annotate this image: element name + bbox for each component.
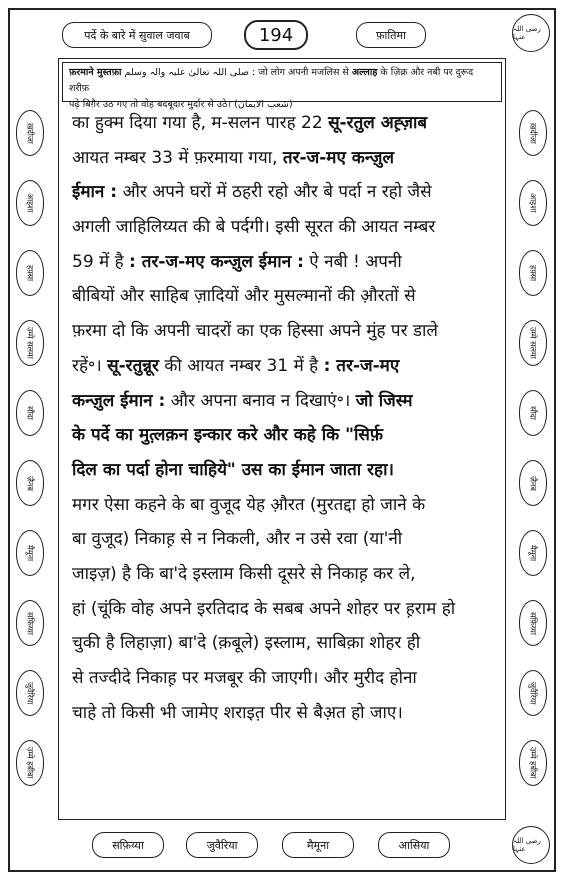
text-line bbox=[72, 349, 496, 384]
bold-segment: : तर-ज-मए कन्ज़ुल ईमान : bbox=[129, 251, 304, 272]
line-content bbox=[72, 106, 427, 141]
text-segment: की आयत नम्बर 31 में है bbox=[158, 355, 324, 376]
left-margin-badge: हफ़्सा bbox=[16, 250, 44, 296]
notice-text-3: पढ़े बिग़ैर उठ गए तो वोह बदबूदार मुर्दार से उठे। bbox=[69, 99, 232, 110]
notice-label: फ़रमाने मुस्तफ़ा bbox=[69, 67, 122, 78]
bold-segment: तर-ज-मए कन्ज़ुल bbox=[282, 147, 395, 168]
text-line bbox=[72, 418, 496, 453]
line-content bbox=[72, 349, 399, 384]
right-margin-badge: मैमूना bbox=[519, 530, 547, 576]
right-margin-badge: उम्मे हबीबा bbox=[519, 740, 547, 786]
bold-segment: कन्ज़ुल ईमान : bbox=[72, 390, 166, 411]
left-margin-badge: उम्मे सलमा bbox=[16, 320, 44, 366]
bold-segment: : तर-ज-मए bbox=[323, 355, 400, 376]
text-segment: और अपने घरों में ठहरी रहो और बे पर्दा न रहो जैसे bbox=[117, 182, 432, 203]
bold-segment: सू-रतुल अह़्ज़ाब bbox=[328, 113, 428, 133]
text-line bbox=[72, 626, 496, 661]
line-content bbox=[72, 314, 438, 349]
line-content bbox=[72, 488, 425, 523]
right-margin-badge: जुवैरिया bbox=[519, 670, 547, 716]
line-content bbox=[72, 522, 402, 557]
text-segment: बीबियों और साहिब ज़ादियों और मुसल्मानों की औ़रतों से bbox=[72, 286, 416, 307]
notice-source: (شعب الایمان) bbox=[234, 99, 293, 110]
left-margin-badge: आइशा bbox=[16, 180, 44, 226]
bold-segment: दिल का पर्दा होना चाहिये" उस का ईमान जाता रहा। bbox=[72, 459, 394, 480]
header-name-badge: फ़ातिमा bbox=[356, 22, 426, 48]
running-title: पर्दे के बारे में सुवाल जवाब bbox=[62, 22, 212, 48]
left-margin-badge: जुवैरिया bbox=[16, 670, 44, 716]
right-margin-badge: आइशा bbox=[519, 180, 547, 226]
text-segment: चाहे तो किसी भी जामेए शराइत़ पीर से बैअ़त हो जाए। bbox=[72, 702, 403, 723]
text-segment: फ़रमा दो कि अपनी चादरों का एक हिस्सा अपने मुंह पर डाले bbox=[72, 321, 438, 342]
notice-line-1 bbox=[69, 65, 495, 97]
line-content bbox=[72, 384, 413, 419]
right-margin-badge: सौदा bbox=[519, 390, 547, 436]
text-line bbox=[72, 592, 496, 627]
line-content bbox=[72, 141, 394, 176]
left-margin-badge: मैमूना bbox=[16, 530, 44, 576]
bold-segment: ईमान : bbox=[72, 182, 118, 203]
text-segment: बा वुजूद) निकाह़ से न निकली, और न उसे रवा (या'नी bbox=[72, 529, 403, 550]
text-line bbox=[72, 661, 496, 696]
footer-badge-2: जुवैरिया bbox=[186, 832, 258, 858]
line-content bbox=[72, 661, 417, 696]
line-content bbox=[72, 245, 402, 280]
footer-badge-4: आसिया bbox=[378, 832, 450, 858]
text-line bbox=[72, 522, 496, 557]
line-content bbox=[72, 279, 416, 314]
line-content bbox=[72, 626, 420, 661]
left-margin-badge: ज़ैनब bbox=[16, 460, 44, 506]
right-margin-badge: ख़दीजा bbox=[519, 110, 547, 156]
text-line bbox=[72, 175, 496, 210]
text-segment: आयत नम्बर 33 में फ़रमाया गया, bbox=[72, 147, 283, 168]
line-content bbox=[72, 592, 455, 627]
page-number: 194 bbox=[244, 20, 308, 50]
text-line bbox=[72, 314, 496, 349]
right-margin-badge: हफ़्सा bbox=[519, 250, 547, 296]
text-segment: मगर ऐसा कहने के बा वुजूद येह औ़रत (मुरतद्दा हो जाने के bbox=[72, 494, 426, 515]
line-content bbox=[72, 557, 416, 592]
text-line bbox=[72, 488, 496, 523]
bold-segment: जो जिस्म bbox=[355, 390, 413, 411]
text-line bbox=[72, 557, 496, 592]
right-margin-badge: सफ़िय्या bbox=[519, 600, 547, 646]
bold-segment: सू-रतुन्नूर bbox=[107, 355, 159, 376]
notice-text-1: : जो लोग अपनी मजलिस से bbox=[251, 67, 349, 78]
header-corner-seal: رضی اللہ عنہا bbox=[512, 14, 550, 52]
line-content bbox=[72, 418, 383, 453]
text-segment: ऐ नबी ! अपनी bbox=[303, 251, 402, 272]
line-content bbox=[72, 453, 394, 488]
notice-text-2: के ज़िक्र और नबी पर दुरूद शरीफ़ bbox=[69, 67, 474, 94]
left-margin-badge: उम्मे हबीबा bbox=[16, 740, 44, 786]
left-margin-badge: ख़दीजा bbox=[16, 110, 44, 156]
text-line bbox=[72, 384, 496, 419]
left-margin-badge: सौदा bbox=[16, 390, 44, 436]
text-line bbox=[72, 141, 496, 176]
bold-segment: के पर्दे का मुत़्लक़न इन्कार करे और कहे कि "सिर्फ़ bbox=[72, 425, 383, 446]
line-content bbox=[72, 175, 432, 210]
text-line bbox=[72, 106, 496, 141]
text-segment: से तज्दीदे निकाह़ पर मजबूर की जाएगी। और मुरीद होना bbox=[72, 668, 417, 688]
text-segment: हां (चूंकि वोह अपने इरतिदाद के सबब अपने शोहर पर ह़राम हो bbox=[72, 598, 456, 619]
text-segment: रहें॰। bbox=[72, 355, 108, 376]
right-margin-badge: ज़ैनब bbox=[519, 460, 547, 506]
text-segment: और अपना बनाव न दिखाएं॰। bbox=[165, 390, 356, 411]
hadith-notice bbox=[62, 62, 502, 110]
text-line bbox=[72, 696, 496, 731]
body-text bbox=[72, 106, 496, 730]
text-segment: चुकी है लिहाज़ा) बा'दे (क़बूले) इस्लाम, साबिक़ा शोहर ही bbox=[72, 633, 421, 654]
text-line bbox=[72, 279, 496, 314]
left-margin-badge: सफ़िय्या bbox=[16, 600, 44, 646]
footer-badge-3: मैमूना bbox=[282, 832, 354, 858]
notice-allah: अल्लाह bbox=[351, 67, 378, 78]
notice-arabic: صلی اللہ تعالیٰ علیہ والہ وسلم bbox=[124, 67, 249, 78]
text-segment: का हुक्म दिया गया है, म-सलन पारह 22 bbox=[72, 113, 329, 133]
text-segment: 59 में है bbox=[72, 251, 130, 272]
text-segment: जाइज़) है कि बा'दे इस्लाम किसी दूसरे से निकाह़ कर ले, bbox=[72, 563, 416, 584]
text-line bbox=[72, 453, 496, 488]
line-content bbox=[72, 210, 435, 245]
text-line bbox=[72, 210, 496, 245]
footer-badge-1: सफ़िय्या bbox=[92, 832, 164, 858]
text-line bbox=[72, 245, 496, 280]
text-segment: अगली जाहिलिय्यत की बे पर्दगी। इसी सूरत की आयत नम्बर bbox=[72, 217, 436, 238]
right-margin-badge: उम्मे सलमा bbox=[519, 320, 547, 366]
line-content bbox=[72, 696, 403, 731]
footer-corner-seal: رضی اللہ عنہا bbox=[512, 826, 550, 864]
